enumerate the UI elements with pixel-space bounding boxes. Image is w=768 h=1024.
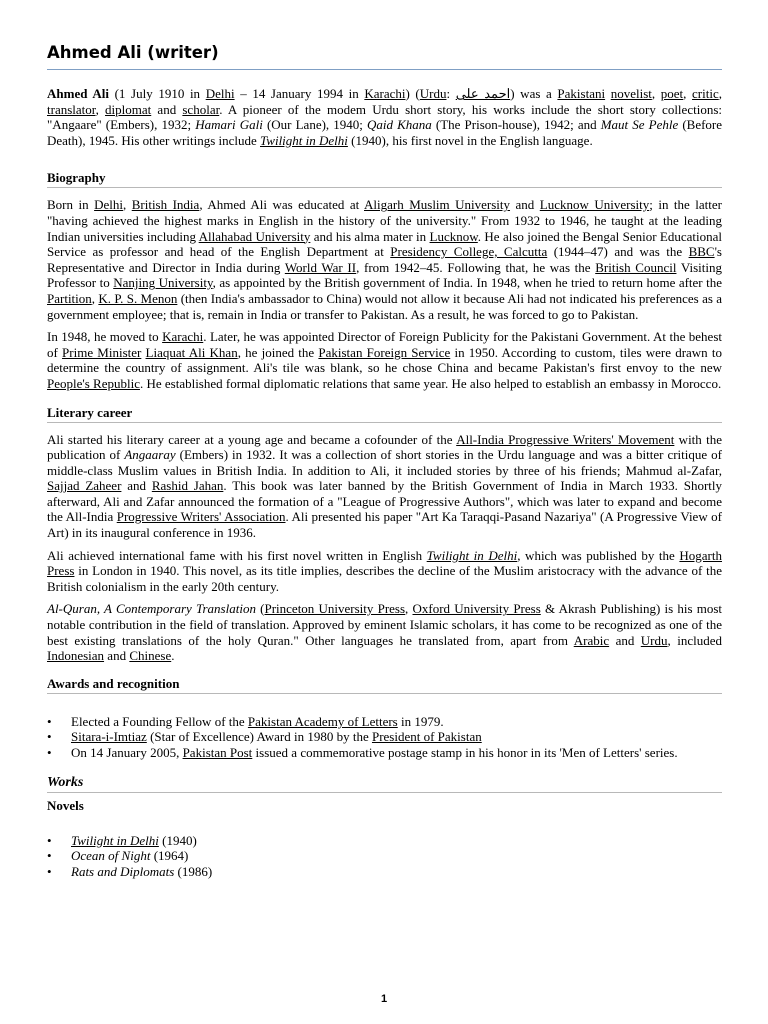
link-scholar[interactable]: scholar	[182, 101, 220, 117]
link-indonesian[interactable]: Indonesian	[47, 648, 105, 664]
link-novelist[interactable]: novelist	[610, 86, 652, 101]
link-delhi-2[interactable]: Delhi	[94, 197, 123, 213]
list-item: • Elected a Founding Fellow of the Pakistan Academy of Letters in 1979.	[47, 714, 722, 730]
link-presidency-college[interactable]: Presidency College, Calcutta	[390, 244, 548, 260]
awards-list	[47, 714, 722, 761]
link-novel-twilight-in-delhi[interactable]: Twilight in Delhi	[71, 832, 159, 848]
title-maut-se-pehle: Maut Se Pehle	[600, 117, 679, 133]
link-allahabad[interactable]: Allahabad University	[198, 228, 311, 244]
page-number: 1	[380, 993, 388, 1005]
link-pakistani[interactable]: Pakistani	[557, 86, 606, 101]
link-liaquat[interactable]: Liaquat Ali Khan	[145, 344, 238, 360]
heading-novels: Novels	[47, 797, 84, 813]
link-princeton[interactable]: Princeton University Press	[264, 601, 406, 617]
title-hamari-gali: Hamari Gali	[195, 117, 263, 133]
link-sajjad-zaheer[interactable]: Sajjad Zaheer	[47, 478, 122, 494]
novel-title: Rats and Diplomats	[71, 863, 175, 879]
link-partition[interactable]: Partition	[47, 290, 92, 306]
link-menon[interactable]: K. P. S. Menon	[98, 290, 178, 306]
link-president-of-pakistan[interactable]: President of Pakistan	[371, 729, 482, 745]
novel-title: Ocean of Night	[71, 848, 151, 864]
link-prime-minister[interactable]: Prime Minister	[62, 344, 142, 360]
link-rashid-jahan[interactable]: Rashid Jahan	[151, 478, 224, 494]
link-pakistan-foreign-service[interactable]: Pakistan Foreign Service	[318, 344, 451, 360]
link-oxford[interactable]: Oxford University Press	[412, 601, 541, 617]
title-angaaray: Angaaray	[124, 447, 176, 463]
title-qaid-khana: Qaid Khana	[367, 117, 432, 133]
link-chinese[interactable]: Chinese	[129, 648, 172, 664]
list-item: • Sitara-i-Imtiaz (Star of Excellence) Award in 1980 by the President of Pakistan	[47, 729, 722, 745]
list-item: • Ocean of Night (1964)	[47, 848, 722, 864]
link-translator[interactable]: translator	[47, 101, 96, 117]
link-ww2[interactable]: World War II	[284, 259, 357, 275]
biography-paragraph-2: In 1948, he moved to Karachi. Later, he was appointed Director of Foreign Publicity for the Pakistani Government. At the behest of Prime Minister Liaquat Ali Khan, he joined the Pakistan Foreign Service in 1950. According to custom, tiles were drawn to determine the country of assignment. Ali's tile was blank, so he chose China and became Pakistan's first envoy to the new People's Republic. He established formal diplomatic relations that same year. He also helped to establish an embassy in Morocco.	[47, 329, 723, 391]
link-urdu-2[interactable]: Urdu	[640, 632, 668, 648]
link-twilight-in-delhi-2[interactable]: Twilight in Delhi	[426, 547, 518, 563]
link-twilight-in-delhi[interactable]: Twilight in Delhi	[260, 132, 348, 148]
link-british-india[interactable]: British India	[131, 197, 200, 213]
link-aligarh[interactable]: Aligarh Muslim University	[364, 197, 511, 213]
link-hogarth-press[interactable]: Hogarth Press	[47, 547, 722, 579]
link-sitara-i-imtiaz[interactable]: Sitara-i-Imtiaz	[71, 729, 147, 745]
list-item: • Twilight in Delhi (1940)	[47, 833, 722, 849]
literary-paragraph-1: Ali started his literary career at a young age and became a cofounder of the All-India Progressive Writers' Movement with the publication of Angaaray (Embers) in 1932. It was a collection of short stories in the Urdu language and was a bitter critique of middle-class Muslim values in British India. In addition to Ali, it included stories by three of his friends; Mahmud al-Zafar, Sajjad Zaheer and Rashid Jahan. This book was later banned by the British Government of India in March 1933. Shortly afterward, Ali and Zafar announced the formation of a "League of Progressive Authors", which was later to expand and become the All-India Progressive Writers' Association. Ali presented his paper "Art Ka Taraqqi-Pasand Nazariya" (A Progressive View of Art) in its inaugural conference in 1936.	[47, 431, 723, 541]
link-delhi[interactable]: Delhi	[205, 86, 235, 101]
document-page	[47, 0, 722, 879]
link-progressive-writers-movement[interactable]: All-India Progressive Writers' Movement	[456, 431, 675, 447]
link-lucknow-university[interactable]: Lucknow University	[539, 197, 650, 213]
link-peoples-republic[interactable]: People's Republic	[47, 375, 140, 391]
link-poet[interactable]: poet	[660, 86, 684, 101]
heading-awards: Awards and recognition	[47, 676, 722, 694]
heading-literary-career: Literary career	[47, 405, 722, 423]
link-british-council[interactable]: British Council	[595, 259, 677, 275]
link-urdu[interactable]: Urdu	[419, 86, 447, 101]
intro-paragraph: Ahmed Ali (1 July 1910 in Delhi – 14 January 1994 in Karachi) (Urdu: احمد علی) was a Pakistani novelist, poet, critic, translator, diplomat and scholar. A pioneer of the modem Urdu short story, his works include the short story collections: "Angaare" (Embers), 1932; Hamari Gali (Our Lane), 1940; Qaid Khana (The Prison-house), 1942; and Maut Se Pehle (Before Death), 1945. His other writings include Twilight in Delhi (1940), his first novel in the English language.	[47, 86, 723, 148]
link-pakistan-academy-of-letters[interactable]: Pakistan Academy of Letters	[247, 713, 398, 729]
link-critic[interactable]: critic	[692, 86, 719, 101]
link-diplomat[interactable]: diplomat	[105, 101, 152, 117]
link-karachi[interactable]: Karachi	[364, 86, 406, 101]
link-bbc[interactable]: BBC	[688, 244, 715, 260]
title-al-quran: Al-Quran, A Contemporary Translation	[47, 601, 256, 617]
link-progressive-writers-association[interactable]: Progressive Writers' Association	[116, 509, 286, 525]
page-title: Ahmed Ali (writer)	[47, 0, 722, 70]
link-karachi-2[interactable]: Karachi	[162, 329, 204, 345]
link-lucknow[interactable]: Lucknow	[429, 228, 478, 244]
list-item: • Rats and Diplomats (1986)	[47, 864, 722, 880]
biography-paragraph-1: Born in Delhi, British India, Ahmed Ali was educated at Aligarh Muslim University and Lucknow University; in the latter "having achieved the highest marks in English in the history of the university." From 1932 to 1946, he taught at the leading Indian universities including Allahabad University and his alma mater in Lucknow. He also joined the Bengal Senior Educational Service as professor and head of the English Department at Presidency College, Calcutta (1944–47) and was the BBC's Representative and Director in India during World War II, from 1942–45. Following that, he was the British Council Visiting Professor to Nanjing University, as appointed by the British government of India. In 1948, when he tried to return home after the Partition, K. P. S. Menon (then India's ambassador to China) would not allow it because Ali had not indicated his preferences as a government employee; that is, remain in India or transfer to Pakistan. As a result, he was forced to go to Pakistan.	[47, 197, 723, 322]
subject-name: Ahmed Ali	[47, 86, 109, 101]
novels-list	[47, 833, 722, 880]
link-arabic[interactable]: Arabic	[573, 632, 610, 648]
link-pakistan-post[interactable]: Pakistan Post	[182, 745, 253, 760]
heading-biography: Biography	[47, 170, 722, 188]
literary-paragraph-2: Ali achieved international fame with his first novel written in English Twilight in Delhi, which was published by the Hogarth Press in London in 1940. This novel, as its title implies, describes the decline of the Muslim aristocracy with the advance of the British colonialism in the early 20th century.	[47, 547, 722, 594]
link-nanjing[interactable]: Nanjing University	[113, 275, 213, 291]
heading-works: Works	[47, 775, 722, 793]
list-item: • On 14 January 2005, Pakistan Post issued a commemorative postage stamp in his honor in its 'Men of Letters' series.	[47, 745, 722, 761]
literary-paragraph-3: Al-Quran, A Contemporary Translation (Princeton University Press, Oxford University Press & Akrash Publishing) is his most notable contribution in the field of translation. Approved by eminent Islamic scholars, it has come to be recognized as one of the best existing translations of the holy Quran." Other languages he translated from, apart from Arabic and Urdu, included Indonesian and Chinese.	[47, 601, 722, 664]
urdu-name[interactable]: احمد علی	[455, 86, 511, 101]
